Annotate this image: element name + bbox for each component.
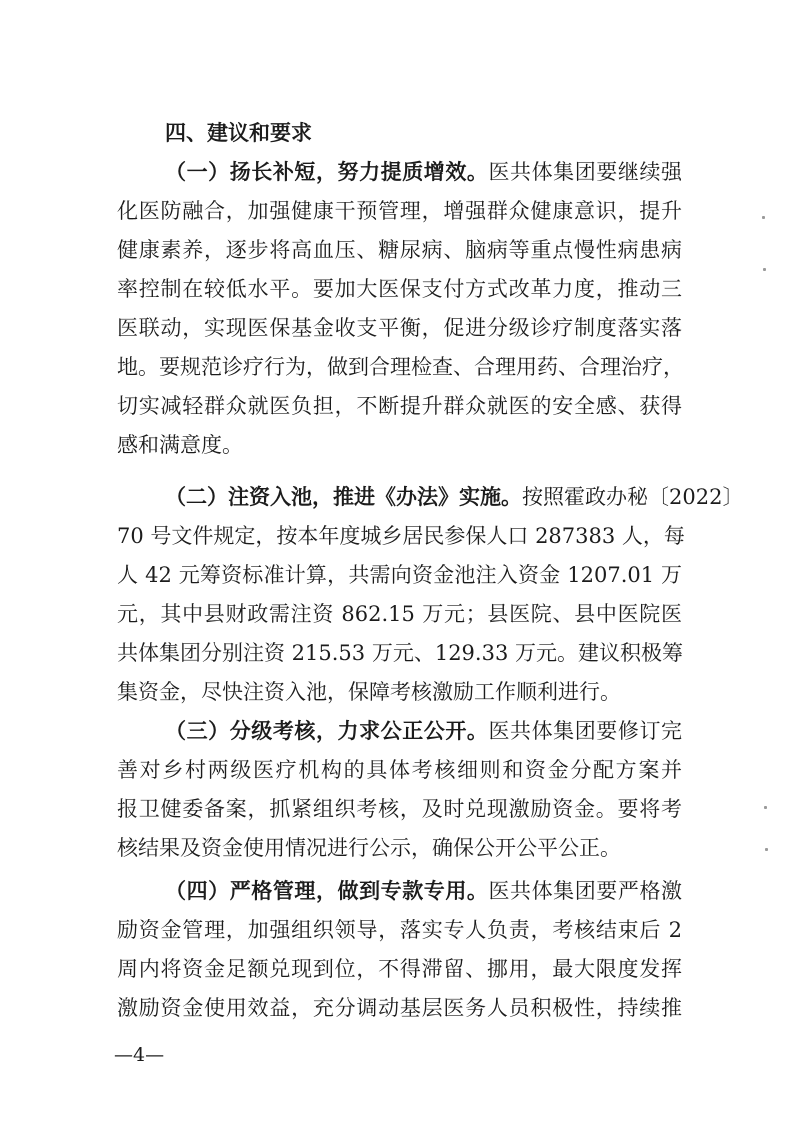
paragraph-3-line-4: 核结果及资金使用情况进行公示，确保公开公平公正。 bbox=[117, 836, 621, 860]
paragraph-1-line-2: 化医防融合，加强健康干预管理，增强群众健康意识，提升 bbox=[117, 199, 682, 223]
paragraph-1-line-1 bbox=[165, 157, 682, 187]
paragraph-1-line-1-text: 医共体集团要继续强 bbox=[488, 160, 683, 184]
paragraph-2-line-3: 人 42 元筹资标准计算，共需向资金池注入资金 1207.01 万 bbox=[117, 563, 682, 587]
paragraph-2-line-6: 集资金，尽快注资入池，保障考核激励工作顺利进行。 bbox=[117, 680, 621, 704]
paragraph-4-line-3: 周内将资金足额兑现到位，不得滞留、挪用，最大限度发挥 bbox=[117, 957, 682, 981]
paragraph-1-line-8: 感和满意度。 bbox=[117, 433, 243, 457]
paragraph-2-line-4: 元，其中县财政需注资 862.15 万元；县医院、县中医院医 bbox=[117, 602, 682, 626]
paragraph-3-line-1 bbox=[165, 716, 682, 746]
paragraph-4-line-1-text: 医共体集团要严格激 bbox=[488, 879, 683, 903]
scan-speck bbox=[763, 268, 766, 271]
paragraph-3-line-2: 善对乡村两级医疗机构的具体考核细则和资金分配方案并 bbox=[117, 758, 682, 782]
paragraph-1-title: （一）扬长补短，努力提质增效。 bbox=[165, 160, 489, 184]
paragraph-4-line-1 bbox=[165, 876, 682, 906]
scan-speck bbox=[764, 806, 767, 809]
paragraph-2-line-1 bbox=[165, 482, 744, 512]
paragraph-4-line-2: 励资金管理，加强组织领导，落实专人负责，考核结束后 2 bbox=[117, 918, 682, 942]
paragraph-2-line-5: 共体集团分别注资 215.53 万元、129.33 万元。建议积极筹 bbox=[117, 641, 683, 665]
section-heading: 四、建议和要求 bbox=[165, 121, 312, 145]
paragraph-1-line-4: 率控制在较低水平。要加大医保支付方式改革力度，推动三 bbox=[117, 277, 682, 301]
paragraph-2-line-1-text: 按照霍政办秘〔2022〕 bbox=[522, 485, 744, 509]
paragraph-1-line-6: 地。要规范诊疗行为，做到合理检查、合理用药、合理治疗， bbox=[117, 355, 684, 379]
paragraph-1-line-7: 切实减轻群众就医负担，不断提升群众就医的安全感、获得 bbox=[117, 394, 682, 418]
paragraph-2-line-2: 70 号文件规定，按本年度城乡居民参保人口 287383 人，每 bbox=[117, 524, 685, 548]
paragraph-3-title: （三）分级考核，力求公正公开。 bbox=[165, 719, 489, 743]
paragraph-1-line-3: 健康素养，逐步将高血压、糖尿病、脑病等重点慢性病患病 bbox=[117, 238, 682, 262]
scan-speck bbox=[762, 216, 765, 219]
paragraph-1-line-5: 医联动，实现医保基金收支平衡，促进分级诊疗制度落实落 bbox=[117, 316, 682, 340]
paragraph-3-line-3: 报卫健委备案，抓紧组织考核，及时兑现激励资金。要将考 bbox=[117, 797, 682, 821]
paragraph-2-title: （二）注资入池，推进《办法》实施。 bbox=[165, 485, 522, 509]
paragraph-4-title: （四）严格管理，做到专款专用。 bbox=[165, 879, 489, 903]
page-number: —4— bbox=[114, 1044, 165, 1066]
paragraph-4-line-4: 激励资金使用效益，充分调动基层医务人员积极性，持续推 bbox=[117, 996, 682, 1020]
scan-speck bbox=[765, 848, 768, 851]
paragraph-3-line-1-text: 医共体集团要修订完 bbox=[488, 719, 683, 743]
